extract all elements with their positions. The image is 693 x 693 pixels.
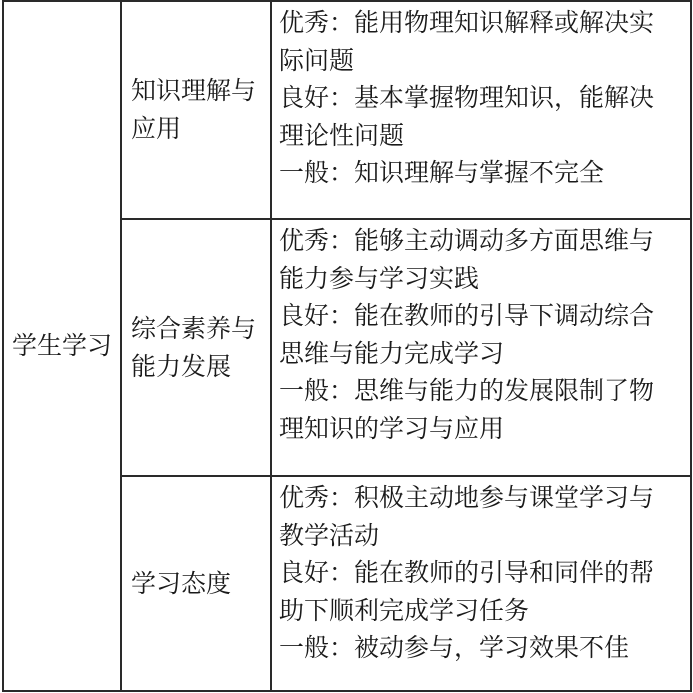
subcategory-cell: [121, 476, 271, 691]
subcategory-line: 综合素养与: [131, 313, 257, 343]
criterion-line: 思维与能力完成学习: [279, 338, 505, 368]
criterion-line: 良好：基本掌握物理知识，能解决: [279, 83, 655, 112]
criterion-excellent: [279, 222, 686, 297]
criterion-line: 良好：能在教师的引导和同伴的帮: [279, 558, 655, 587]
criterion-line: 优秀：能够主动调动多方面思维与: [279, 226, 655, 255]
criterion-line: 能力参与学习实践: [279, 263, 480, 293]
criterion-good: [279, 79, 686, 154]
criterion-line: 一般：知识理解与掌握不完全: [279, 158, 605, 187]
criterion-line: 理论性问题: [279, 120, 405, 150]
criterion-good: [279, 554, 686, 629]
criteria-cell: [271, 219, 691, 476]
criterion-excellent: [279, 479, 686, 554]
subcategory-line: 应用: [131, 114, 182, 143]
criterion-line: 理知识的学习与应用: [279, 413, 505, 443]
subcategory-line: 知识理解与: [131, 76, 257, 105]
criterion-line: 优秀：能用物理知识解释或解决实: [279, 8, 655, 37]
criterion-line: 优秀：积极主动地参与课堂学习与: [279, 483, 655, 512]
criterion-average: [279, 154, 686, 192]
criterion-line: 教学活动: [279, 520, 380, 550]
subcategory-cell: [121, 1, 271, 219]
criterion-line: 一般：思维与能力的发展限制了物: [279, 376, 655, 405]
criterion-excellent: [279, 4, 686, 79]
criterion-average: [279, 372, 686, 447]
table-row: [3, 1, 691, 219]
subcategory-line: 学习态度: [131, 568, 232, 598]
subcategory-cell: [121, 219, 271, 476]
category-label: 学生学习: [12, 331, 113, 360]
criterion-line: 一般：被动参与，学习效果不佳: [279, 633, 630, 662]
evaluation-table: [2, 0, 692, 692]
subcategory-line: 能力发展: [131, 351, 232, 381]
criterion-average: [279, 629, 686, 667]
criterion-good: [279, 297, 686, 372]
criteria-cell: [271, 1, 691, 219]
criterion-line: 际问题: [279, 45, 355, 75]
criterion-line: 良好：能在教师的引导下调动综合: [279, 301, 655, 330]
criteria-cell: [271, 476, 691, 691]
category-cell: [3, 1, 121, 691]
criterion-line: 助下顺利完成学习任务: [279, 595, 530, 625]
